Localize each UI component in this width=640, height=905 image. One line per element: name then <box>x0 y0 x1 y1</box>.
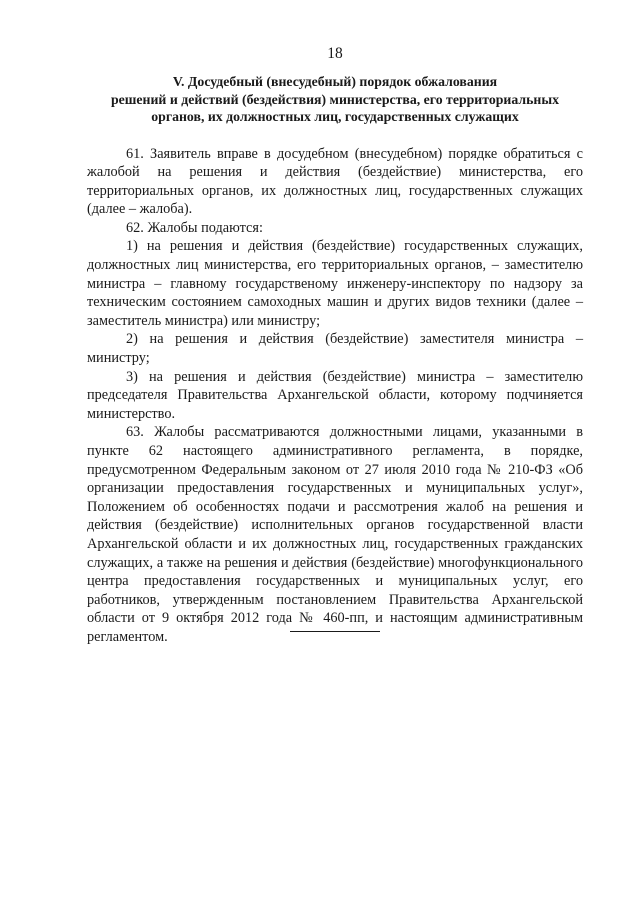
document-page <box>87 44 583 647</box>
end-divider-line <box>290 631 380 632</box>
section-title-line: органов, их должностных лиц, государственных служащих <box>151 109 519 124</box>
paragraph-62-item-2: 2) на решения и действия (бездействие) заместителя министра – министру; <box>87 331 583 367</box>
page-number: 18 <box>327 45 343 62</box>
section-title-line: решений и действий (бездействия) министерства, его территориальных <box>110 91 560 107</box>
section-body <box>87 145 583 647</box>
paragraph-62: 62. Жалобы подаются: <box>126 219 263 236</box>
section-title-line: V. Досудебный (внесудебный) порядок обжалования <box>172 74 498 89</box>
section-title <box>87 73 583 126</box>
paragraph-63: 63. Жалобы рассматриваются должностными лицами, указанными в пункте 62 настоящего административного регламента, в порядке, предусмотренном Федеральным законом от 27 июля 2010 года № 210-ФЗ «Об организации предоставления государственных и муниципальных услуг», Положением об особенностях подачи и рассмотрения жалоб на решения и действия (бездействие) исполнительных органов государственной власти Архангельской области и их должностных лиц, государственных гражданских служащих, а также на решения и действия (бездействие) многофункционального центра предоставления государственных и муниципальных услуг, его работников, утвержденным постановлением Правительства Архангельской области от 9 октября 2012 года № 460-пп, и настоящим административным регламентом. <box>87 424 583 645</box>
paragraph-61: 61. Заявитель вправе в досудебном (внесудебном) порядке обратиться с жалобой на решения и действия (бездействие) министерства, его территориальных органов, их должностных лиц, государственных служащих (далее – жалоба). <box>87 145 583 218</box>
paragraph-62-item-1: 1) на решения и действия (бездействие) государственных служащих, должностных лиц министерства, его территориальных органов, – заместителю министра – главному государственому инженеру-инспектору по надзору за техническим состоянием самоходных машин и других видов техники (далее – заместитель министра) или министру; <box>87 238 583 329</box>
paragraph-62-item-3: 3) на решения и действия (бездействие) министра – заместителю председателя Правительства Архангельской области, которому подчиняется министерство. <box>87 368 583 422</box>
